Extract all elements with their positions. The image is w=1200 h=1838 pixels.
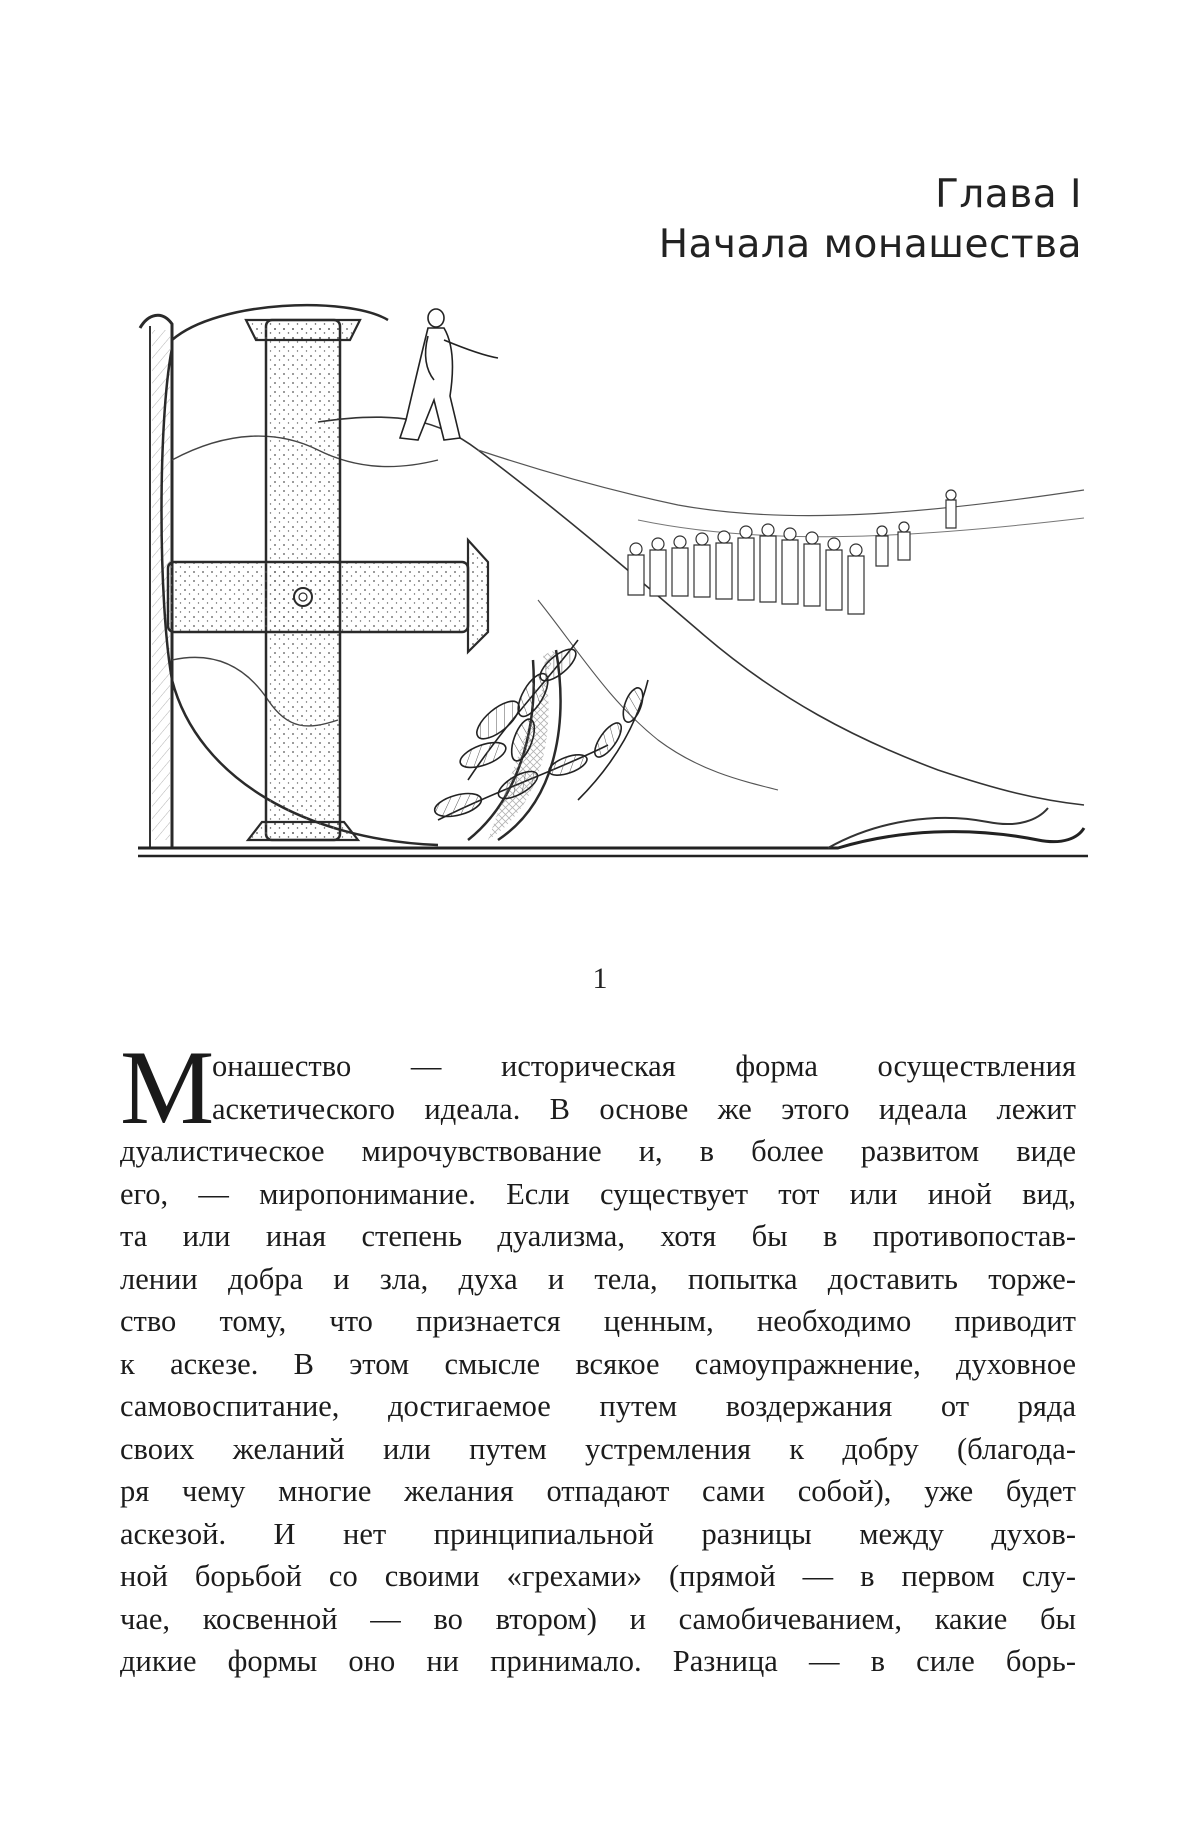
body-paragraph — [120, 1045, 1076, 1683]
text-line: та или иная степень дуализма, хотя бы в противопостав- — [120, 1219, 1076, 1253]
text-line: своих желаний или путем устремления к добру (благода- — [120, 1431, 1076, 1466]
text-line: онашество — историческая форма осуществления — [212, 1049, 1076, 1083]
procession-figures — [628, 490, 956, 614]
text-line: самовоспитание, достигаемое путем воздержания от ряда — [120, 1389, 1076, 1423]
text-line: аскетического идеала. В основе же этого идеала лежит — [212, 1091, 1076, 1126]
text-line: дуалистическое мирочувствование и, в более развитом виде — [120, 1134, 1076, 1168]
chapter-title: Начала монашества — [658, 222, 1082, 267]
monk-figure — [400, 309, 498, 440]
text-line: его, — миропонимание. Если существует тот или иной вид, — [120, 1176, 1076, 1211]
text-line: аскезой. И нет принципиальной разницы между духов- — [120, 1516, 1076, 1551]
text-line: ство тому, что признается ценным, необходимо приводит — [120, 1304, 1076, 1338]
illustration-drawing — [138, 300, 1088, 860]
chapter-header — [659, 170, 1082, 270]
text-line: ря чему многие желания отпадают сами собой), уже будет — [120, 1474, 1076, 1508]
text-line: дикие формы оно ни принимало. Разница — в силе борь- — [120, 1644, 1076, 1678]
text-line: чае, косвенной — во втором) и самобичеванием, какие бы — [120, 1601, 1076, 1636]
text-line: к аскезе. В этом смысле всякое самоупражнение, духовное — [120, 1346, 1076, 1381]
section-number: 1 — [592, 962, 608, 995]
drop-cap: М — [120, 1029, 215, 1146]
illuminated-initial-illustration — [138, 300, 1088, 860]
chapter-label: Глава I — [935, 172, 1082, 217]
text-line: ной борьбой со своими «грехами» (прямой — в первом слу- — [120, 1559, 1076, 1593]
text-line: лении добра и зла, духа и тела, попытка доставить торже- — [120, 1261, 1076, 1296]
